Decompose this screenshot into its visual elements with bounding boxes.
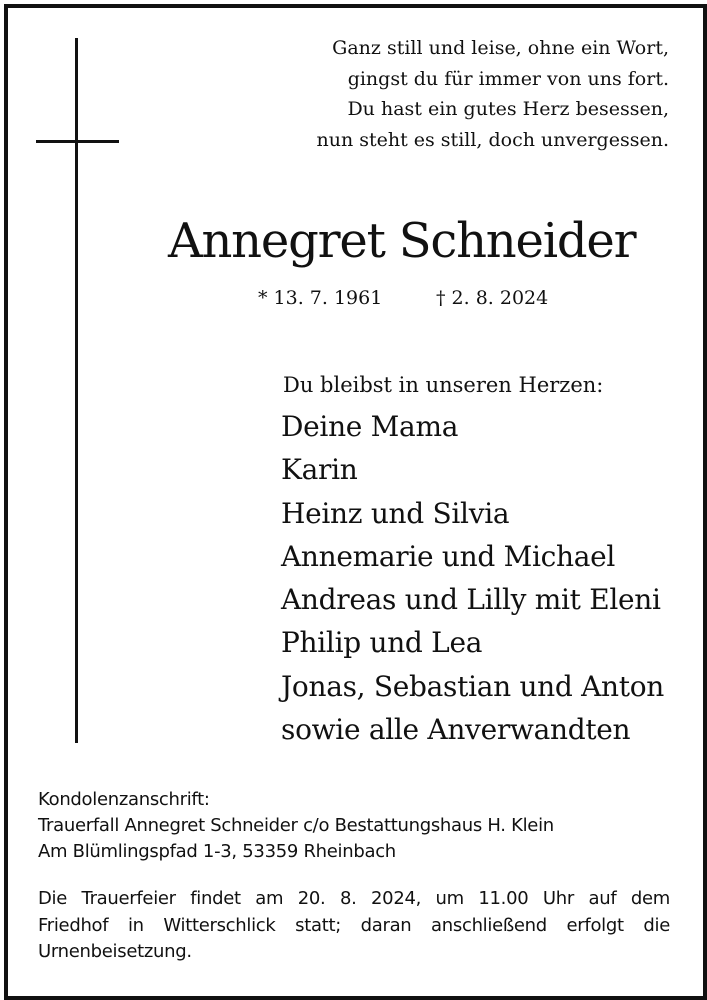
birth-date: * 13. 7. 1961 (258, 287, 383, 309)
mourner-item: Jonas, Sebastian und Anton (281, 669, 665, 703)
mourners-list (281, 405, 664, 751)
mourner-item: sowie alle Anverwandten (281, 713, 631, 747)
mourner-item: Heinz und Silvia (281, 496, 510, 530)
ceremony-line: Urnenbeisetzung. (38, 941, 192, 962)
condolence-line: Trauerfall Annegret Schneider c/o Bestattungshaus H. Klein (38, 815, 554, 836)
condolence-address (38, 787, 554, 865)
poem-line: Du hast ein gutes Herz besessen, (347, 98, 669, 120)
ceremony-line: Friedhof in Witterschlick statt; daran anschließend erfolgt die (38, 914, 670, 936)
memorial-poem (316, 33, 669, 155)
mourner-item: Andreas und Lilly mit Eleni (281, 583, 661, 617)
condolence-label: Kondolenzanschrift: (38, 789, 210, 810)
ceremony-line: Die Trauerfeier findet am 20. 8. 2024, um 11.00 Uhr auf dem (38, 888, 670, 909)
cross-horizontal-bar (36, 140, 119, 143)
deceased-name: Annegret Schneider (168, 213, 636, 269)
poem-line: gingst du für immer von uns fort. (347, 67, 669, 90)
mourner-item: Annemarie und Michael (281, 539, 616, 573)
ceremony-notice (38, 886, 670, 966)
mourner-item: Karin (281, 453, 358, 487)
condolence-line: Am Blümlingspfad 1-3, 53359 Rheinbach (38, 841, 396, 862)
death-date: † 2. 8. 2024 (436, 287, 549, 309)
mourner-item: Philip und Lea (281, 626, 483, 660)
cross-vertical-bar (75, 38, 78, 743)
mourners-heading: Du bleibst in unseren Herzen: (283, 373, 604, 397)
poem-line: nun steht es still, doch unvergessen. (316, 128, 669, 151)
poem-line: Ganz still und leise, ohne ein Wort, (332, 37, 669, 59)
mourner-item: Deine Mama (281, 410, 459, 443)
